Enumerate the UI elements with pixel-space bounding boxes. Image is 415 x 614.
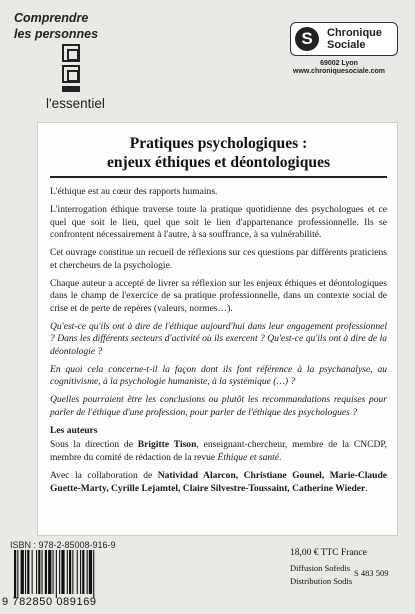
price: 18,00 € TTC France (290, 548, 367, 558)
paragraph: Chaque auteur a accepté de livrer sa réflexion sur les enjeux éthiques et déontologiques dans le champ de l'exercice de sa pratique professionnelle, dans un contexte social de crise et de perte de repères (valeurs, normes…). (50, 277, 387, 314)
publisher-city: 69002 Lyon (320, 60, 358, 67)
collection-logo-icon (62, 44, 80, 96)
collection-name: l'essentiel (46, 96, 105, 111)
back-cover-panel (37, 122, 398, 536)
question: En quoi cela concerne-t-il la façon dont ils font référence à la psychanalyse, au cognitivisme, à la psychologie humaniste, à la systémique (…) ? (50, 363, 387, 388)
distribution: Distribution Sodis (290, 576, 353, 586)
publisher-logo (290, 22, 398, 56)
director-name: Brigitte Tison (137, 439, 197, 451)
title-divider (50, 176, 387, 178)
paragraph: Cet ouvrage constitue un recueil de réflexions sur ces questions par différents praticiens et chercheurs de la psychologie. (50, 247, 387, 271)
series-line-1: Comprendre (14, 11, 89, 25)
barcode-icon (12, 550, 142, 598)
paragraph: L'interrogation éthique traverse toute la pratique quotidienne des psychologues et ce quel que soit le lieu, quel que soit le lien d'appartenance professionnelle. Ils se confrontent nécessairement à l'autre, à sa souffrance, à sa vulnérabilité. (50, 204, 387, 241)
question: Quelles pourraient être les conclusions ou plutôt les recommandations requises pour parler de l'éthique d'une profession, pour parler de l'éthique des psychologues ? (50, 394, 387, 418)
series-label (14, 10, 124, 42)
direction-line: Sous la direction de Brigitte Tison, enseignant-chercheur, membre de la CNCDP, membre du comité de rédaction de la revue Éthique et santé. (50, 439, 388, 463)
series-line-2: les personnes (14, 27, 99, 41)
publisher-name: Chronique Sociale (327, 27, 382, 51)
barcode-digits: 9 782850 089169 (2, 596, 97, 608)
collaborators: Natividad Alarcon, Christiane Gounel, Marie-Claude Guette-Marty, Cyrille Lejamtel, Claire Silvestre-Toussaint, Catherine Wieder (50, 470, 387, 494)
isbn: ISBN : 978-2-85008-916-9 (10, 540, 116, 550)
publisher-url: www.chroniquesociale.com (293, 68, 385, 75)
book-title-line-1: Pratiques psychologiques : (129, 135, 308, 152)
question: Qu'est-ce qu'ils ont à dire de l'éthique aujourd'hui dans leur engagement professionnel ? Dans les différents secteurs d'activité où ils exercent ? Qu'est-ce qu'ils ont à dire de la déontologie ? (50, 320, 387, 357)
blurb (50, 186, 387, 501)
book-title-line-2: enjeux éthiques et déontologiques (106, 154, 331, 171)
distribution-info (290, 562, 352, 588)
journal-name: Éthique et santé (217, 451, 280, 463)
publisher-s-icon: S (295, 27, 319, 51)
reference-code: S 483 509 (354, 568, 389, 578)
paragraph: L'éthique est au cœur des rapports humains. (50, 186, 218, 197)
diffusion: Diffusion Sofedis (290, 563, 351, 573)
authors-heading: Les auteurs (50, 425, 98, 437)
book-title (38, 134, 399, 172)
collaboration-line: Avec la collaboration de Natividad Alarcon, Christiane Gounel, Marie-Claude Guette-Marty, Cyrille Lejamtel, Claire Silvestre-Toussaint, Catherine Wieder. (50, 470, 387, 494)
